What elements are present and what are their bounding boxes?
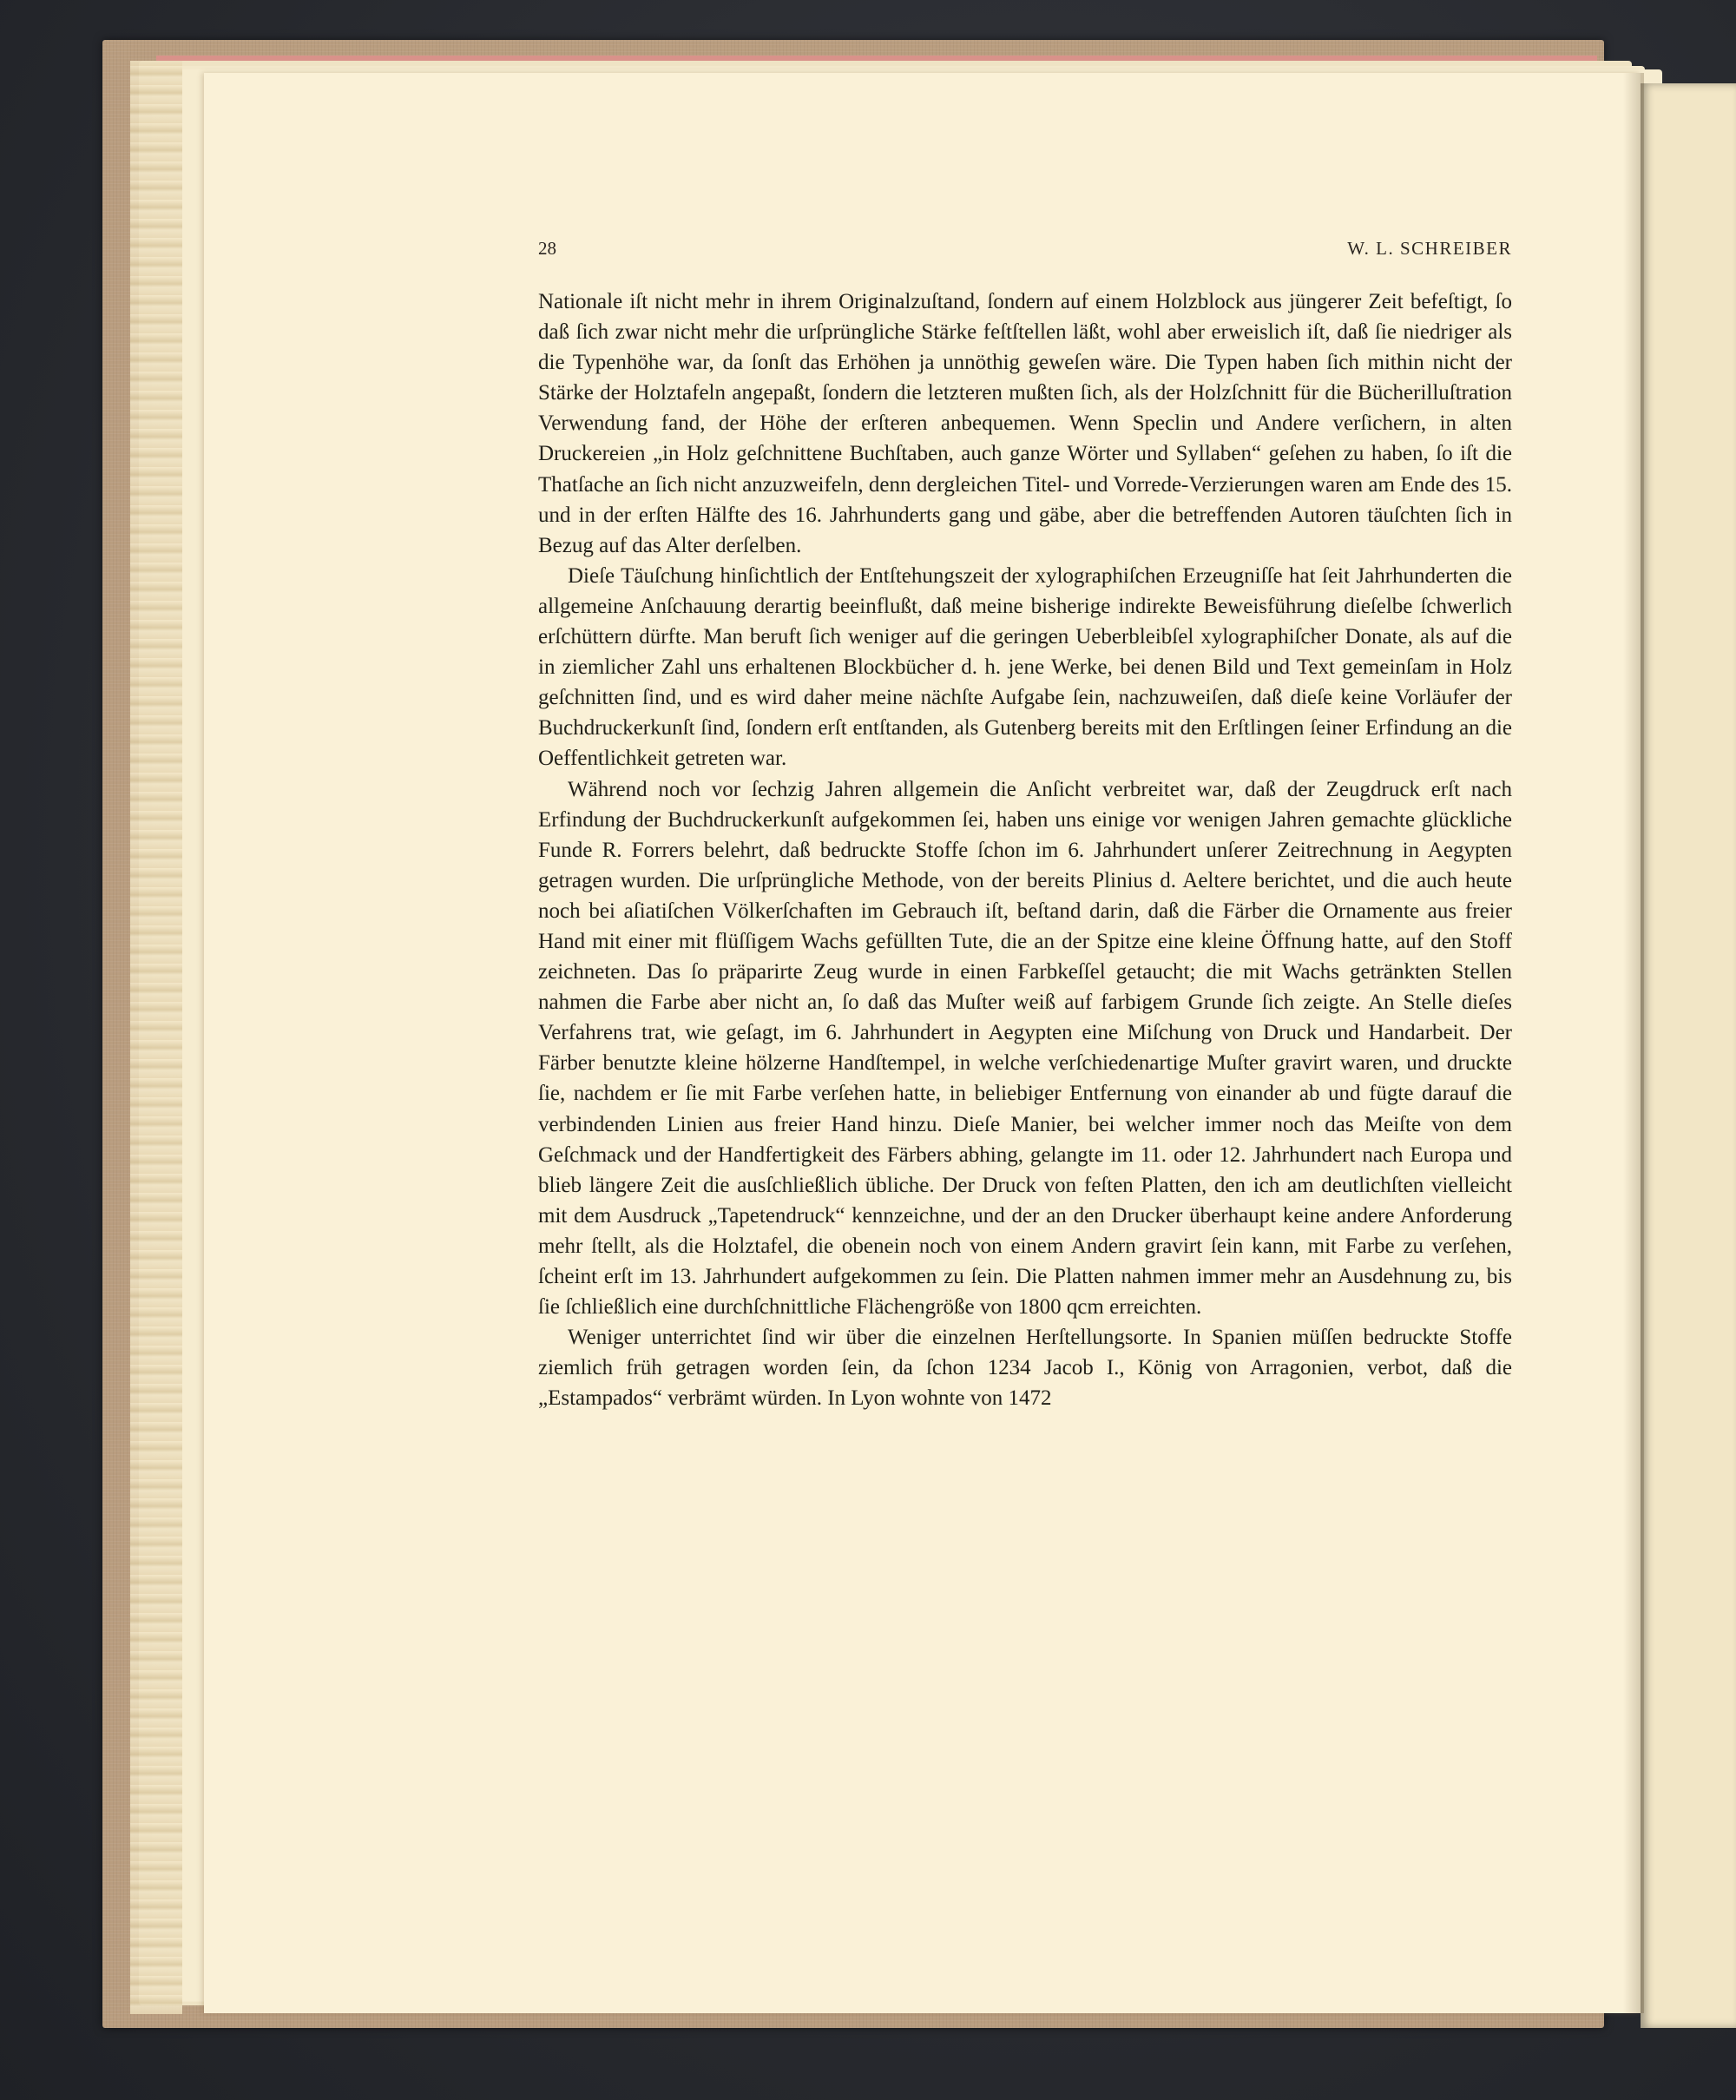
running-head: W. L. SCHREIBER xyxy=(1347,238,1512,259)
paragraph: Während noch vor ſechzig Jahren allgemein die Anſicht verbreitet war, daß der Zeugdruck erſt nach Erfindung der Buchdruckerkunſt aufgekommen ſei, haben uns einige vor wenigen Jahren gemachte glückliche Funde R. Forrers belehrt, daß bedruckte Stoffe ſchon im 6. Jahrhundert unſerer Zeitrechnung in Aegypten getragen wurden. Die urſprüngliche Methode, von der bereits Plinius d. Aeltere berichtet, und die auch heute noch bei aſiatiſchen Völkerſchaften im Gebrauch iſt, beſtand darin, daß die Färber die Ornamente aus freier Hand mit einer mit flüſſigem Wachs gefüllten Tute, die an der Spitze eine kleine Öffnung hatte, auf den Stoff zeichneten. Das ſo präparirte Zeug wurde in einen Farbkeſſel getaucht; die mit Wachs getränkten Stellen nahmen die Farbe aber nicht an, ſo daß das Muſter weiß auf farbigem Grunde ſich zeigte. An Stelle dieſes Verfahrens trat, wie geſagt, im 6. Jahrhundert in Aegypten eine Miſchung von Druck und Handarbeit. Der Färber benutzte kleine hölzerne Handſtempel, in welche verſchiedenartige Muſter gravirt waren, und druckte ſie, nachdem er ſie mit Farbe verſehen hatte, in beliebiger Entfernung von einander ab und fügte darauf die verbindenden Linien aus freier Hand hinzu. Dieſe Manier, bei welcher immer noch das Meiſte von dem Geſchmack und der Handfertigkeit des Färbers abhing, gelangte im 11. oder 12. Jahrhundert nach Europa und blieb längere Zeit die ausſchließlich übliche. Der Druck von feſten Platten, den ich am deutlichſten vielleicht mit dem Ausdruck „Tapetendruck“ kennzeichne, und der an den Drucker überhaupt keine andere Anforderung mehr ſtellt, als die Holztafel, die obenein noch von einem Andern gravirt ſein kann, mit Farbe zu verſehen, ſcheint erſt im 13. Jahrhundert aufgekommen zu ſein. Die Platten nahmen immer mehr an Ausdehnung zu, bis ſie ſchließlich eine durchſchnittliche Flächengröße von 1800 qcm erreichten. xyxy=(538,777,1512,1320)
gutter-shadow xyxy=(1623,73,1644,2013)
page-number: 28 xyxy=(538,238,556,259)
body-text xyxy=(538,286,1512,1413)
facing-page-edge xyxy=(1641,83,1736,2028)
paragraph: Weniger unterrichtet ſind wir über die einzelnen Herſtellungsorte. In Spanien müſſen bedruckte Stoffe ziemlich früh getragen worden ſein, da ſchon 1234 Jacob I., König von Arragonien, verbot, daß die „Estampados“ verbrämt würden. In Lyon wohnte von 1472 xyxy=(538,1326,1512,1411)
deckled-page-edges xyxy=(130,61,182,2014)
page-header xyxy=(538,238,1512,264)
paragraph: Dieſe Täuſchung hinſichtlich der Entſtehungszeit der xylographiſchen Erzeugniſſe hat ſeit Jahrhunderten die allgemeine Anſchauung derartig beeinflußt, daß meine bisherige indirekte Beweisführung dieſelbe ſchwerlich erſchüttern dürfte. Man beruft ſich weniger auf die geringen Ueberbleibſel xylographiſcher Donate, als auf die in ziemlicher Zahl uns erhaltenen Blockbücher d. h. jene Werke, bei denen Bild und Text gemeinſam in Holz geſchnitten ſind, und es wird daher meine nächſte Aufgabe ſein, nachzuweiſen, daß dieſe keine Vorläufer der Buchdruckerkunſt ſind, ſondern erſt entſtanden, als Gutenberg bereits mit den Erſtlingen ſeiner Erfindung an die Oeffentlichkeit getreten war. xyxy=(538,563,1512,771)
paragraph: Nationale iſt nicht mehr in ihrem Originalzuſtand, ſondern auf einem Holzblock aus jüngerer Zeit befeſtigt, ſo daß ſich zwar nicht mehr die urſprüngliche Stärke feſtſtellen läßt, wohl aber erweislich iſt, daß ſie niedriger als die Typenhöhe war, da ſonſt das Erhöhen ja unnöthig geweſen wäre. Die Typen haben ſich mithin nicht der Stärke der Holztafeln angepaßt, ſondern die letzteren mußten ſich, als der Holzſchnitt für die Bücherilluſtration Verwendung fand, der Höhe der erſteren anbequemen. Wenn Speclin und Andere verſichern, in alten Druckereien „in Holz geſchnittene Buchſtaben, auch ganze Wörter und Syllaben“ geſehen zu haben, ſo iſt die Thatſache an ſich nicht anzuzweifeln, denn dergleichen Titel- und Vorrede-Verzierungen waren am Ende des 15. und in der erſten Hälfte des 16. Jahrhunderts gang und gäbe, aber die betreffenden Autoren täuſchten ſich in Bezug auf das Alter derſelben. xyxy=(538,290,1512,557)
